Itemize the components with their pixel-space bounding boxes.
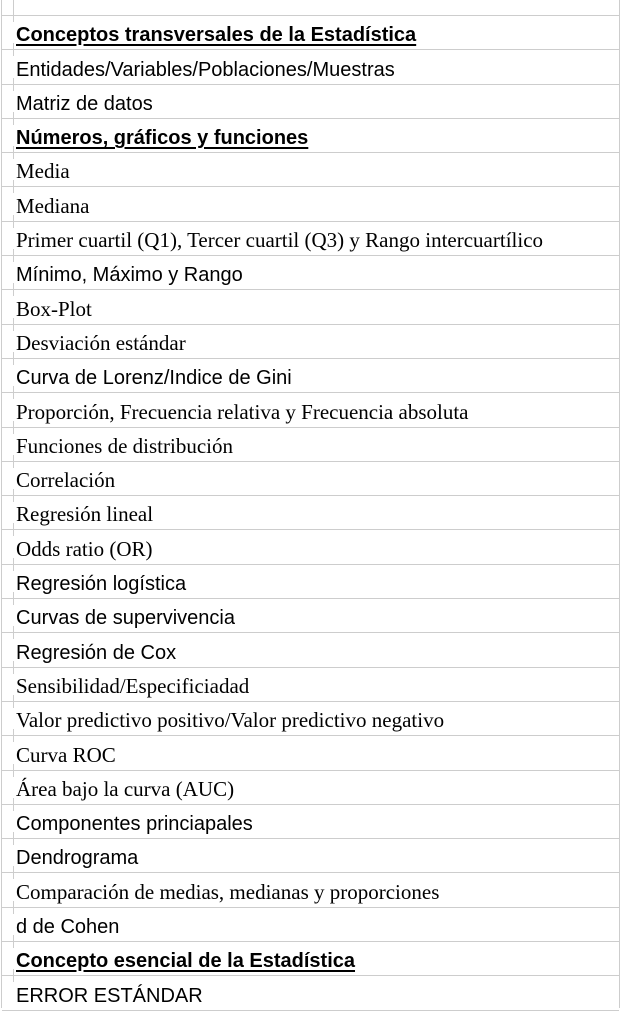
table-row[interactable] (2, 85, 619, 119)
cell-text: Concepto esencial de la Estadística (16, 950, 356, 973)
table-row[interactable] (2, 325, 619, 359)
table-row[interactable] (2, 668, 619, 702)
cell-text: Proporción, Frecuencia relativa y Frecuencia absoluta (16, 399, 469, 424)
table-row[interactable] (2, 873, 619, 907)
table-row[interactable] (2, 153, 619, 187)
cell-text: Dendrograma (16, 847, 139, 870)
cell-text: Números, gráficos y funciones (16, 127, 309, 150)
table-row[interactable] (2, 702, 619, 736)
table-row[interactable] (2, 256, 619, 290)
table-row[interactable] (2, 16, 619, 50)
cell-text: Sensibilidad/Especificiadad (16, 673, 250, 698)
table-row[interactable] (2, 290, 619, 324)
table-row[interactable] (2, 736, 619, 770)
cell-text: Curva de Lorenz/Indice de Gini (16, 367, 292, 390)
cell-text: Valor predictivo positivo/Valor predictivo negativo (16, 708, 445, 733)
table-row[interactable] (2, 976, 619, 1010)
cell-text: ERROR ESTÁNDAR (16, 984, 203, 1007)
cell-text: Regresión lineal (16, 502, 154, 527)
table-row[interactable] (2, 805, 619, 839)
cell-text: Funciones de distribución (16, 433, 233, 458)
cell-text: Área bajo la curva (AUC) (16, 776, 235, 801)
table-row[interactable] (2, 530, 619, 564)
cell-text: Odds ratio (OR) (16, 536, 153, 561)
cell-text: Mínimo, Máximo y Rango (16, 264, 243, 287)
partial-row-top[interactable] (2, 0, 619, 16)
table-row[interactable] (2, 462, 619, 496)
cell-text: Entidades/Variables/Poblaciones/Muestras (16, 58, 395, 81)
cell-text: Correlación (16, 468, 116, 493)
table-row[interactable] (2, 908, 619, 942)
cell-text: Media (16, 159, 70, 184)
table-row[interactable] (2, 119, 619, 153)
table-row[interactable] (2, 633, 619, 667)
cell-text: Box-Plot (16, 296, 92, 321)
table-row[interactable] (2, 771, 619, 805)
table-row[interactable] (2, 50, 619, 84)
table-row[interactable] (2, 599, 619, 633)
cell-text: Curva ROC (16, 742, 116, 767)
cell-text: d de Cohen (16, 916, 120, 939)
table-row[interactable] (2, 839, 619, 873)
table-row[interactable] (2, 428, 619, 462)
rows-container (2, 16, 619, 1011)
cell-text: Curvas de supervivencia (16, 607, 235, 630)
cell-text: Desviación estándar (16, 330, 186, 355)
cell-text: Primer cuartil (Q1), Tercer cuartil (Q3) y Rango intercuartílico (16, 228, 544, 253)
table-row[interactable] (2, 359, 619, 393)
table-row[interactable] (2, 393, 619, 427)
table-row[interactable] (2, 942, 619, 976)
cell-text: Regresión de Cox (16, 641, 177, 664)
cell-text: Comparación de medias, medianas y proporciones (16, 879, 440, 904)
cell-text: Regresión logística (16, 573, 187, 596)
table-row[interactable] (2, 496, 619, 530)
cell-text: Conceptos transversales de la Estadística (16, 24, 417, 47)
spreadsheet-grid (1, 0, 620, 1008)
cell-text: Componentes princiapales (16, 813, 253, 836)
table-row[interactable] (2, 565, 619, 599)
table-row[interactable] (2, 187, 619, 221)
cell-text: Mediana (16, 193, 90, 218)
table-row[interactable] (2, 222, 619, 256)
cell-text: Matriz de datos (16, 92, 153, 115)
